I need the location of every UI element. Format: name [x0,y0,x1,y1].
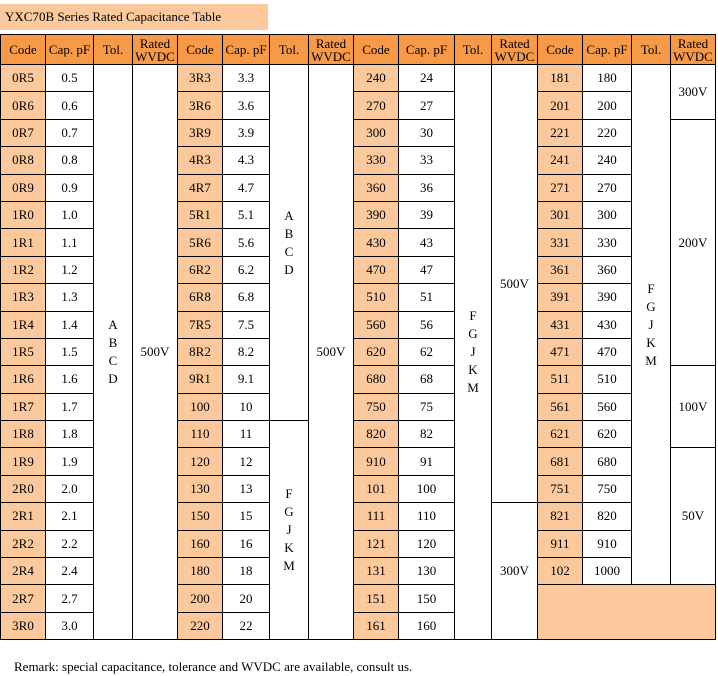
capacitance-cell: 1.7 [46,393,94,420]
code-cell: 750 [354,393,399,420]
code-cell: 390 [354,201,399,228]
code-cell: 2R7 [1,585,46,612]
code-cell: 681 [538,448,583,475]
code-cell: 360 [354,174,399,201]
capacitance-cell: 1.9 [46,448,94,475]
capacitance-cell: 560 [583,393,632,420]
code-cell: 0R7 [1,119,46,146]
capacitance-cell: 11 [223,421,270,448]
capacitance-cell: 62 [399,338,455,365]
table-title: YXC70B Series Rated Capacitance Table [0,4,268,30]
code-cell: 4R7 [178,174,223,201]
capacitance-cell: 3.0 [46,612,94,639]
code-cell: 181 [538,65,583,92]
code-cell: 430 [354,229,399,256]
capacitance-cell: 330 [583,229,632,256]
code-cell: 151 [354,585,399,612]
capacitance-cell: 130 [399,558,455,585]
capacitance-cell: 20 [223,585,270,612]
code-cell: 1R2 [1,256,46,283]
tolerance-cell: F G J K M [632,65,671,585]
code-cell: 3R6 [178,92,223,119]
capacitance-cell: 3.3 [223,65,270,92]
capacitance-cell: 2.7 [46,585,94,612]
code-cell: 201 [538,92,583,119]
capacitance-cell: 510 [583,366,632,393]
code-cell: 161 [354,612,399,639]
wvdc-cell: 500V [309,65,354,640]
code-cell: 621 [538,421,583,448]
code-cell: 361 [538,256,583,283]
wvdc-cell: 100V [671,366,716,448]
capacitance-cell: 91 [399,448,455,475]
capacitance-cell: 82 [399,421,455,448]
code-cell: 1R7 [1,393,46,420]
capacitance-cell: 1.8 [46,421,94,448]
code-cell: 131 [354,558,399,585]
capacitance-cell: 100 [399,475,455,502]
code-cell: 471 [538,338,583,365]
code-cell: 510 [354,284,399,311]
code-cell: 820 [354,421,399,448]
code-cell: 300 [354,119,399,146]
capacitance-cell: 27 [399,92,455,119]
capacitance-cell: 9.1 [223,366,270,393]
code-cell: 2R2 [1,530,46,557]
capacitance-cell: 0.5 [46,65,94,92]
wvdc-cell: 200V [671,119,716,366]
capacitance-cell: 2.1 [46,503,94,530]
capacitance-cell: 820 [583,503,632,530]
code-cell: 1R6 [1,366,46,393]
header-row [1,35,716,65]
header-code: Code [538,35,583,65]
header-cap: Cap. pF [399,35,455,65]
capacitance-cell: 4.3 [223,147,270,174]
code-cell: 1R9 [1,448,46,475]
capacitance-cell: 2.2 [46,530,94,557]
wvdc-cell: 50V [671,448,716,585]
capacitance-cell: 5.6 [223,229,270,256]
header-tol: Tol. [632,35,671,65]
capacitance-cell: 36 [399,174,455,201]
code-cell: 0R6 [1,92,46,119]
code-cell: 680 [354,366,399,393]
code-cell: 101 [354,475,399,502]
code-cell: 751 [538,475,583,502]
code-cell: 121 [354,530,399,557]
capacitance-cell: 390 [583,284,632,311]
capacitance-cell: 1.0 [46,201,94,228]
header-tol: Tol. [455,35,492,65]
code-cell: 431 [538,311,583,338]
capacitance-cell: 47 [399,256,455,283]
capacitance-table [0,34,716,640]
header-code: Code [178,35,223,65]
code-cell: 1R8 [1,421,46,448]
capacitance-cell: 200 [583,92,632,119]
capacitance-cell: 68 [399,366,455,393]
code-cell: 100 [178,393,223,420]
code-cell: 6R8 [178,284,223,311]
code-cell: 221 [538,119,583,146]
code-cell: 3R9 [178,119,223,146]
code-cell: 0R5 [1,65,46,92]
table-row [1,65,716,92]
header-tol: Tol. [270,35,309,65]
capacitance-cell: 160 [399,612,455,639]
code-cell: 2R0 [1,475,46,502]
code-cell: 2R1 [1,503,46,530]
code-cell: 391 [538,284,583,311]
capacitance-cell: 6.2 [223,256,270,283]
tolerance-cell: A B C D [270,65,309,421]
capacitance-cell: 24 [399,65,455,92]
code-cell: 0R9 [1,174,46,201]
capacitance-cell: 120 [399,530,455,557]
capacitance-cell: 0.9 [46,174,94,201]
code-cell: 1R5 [1,338,46,365]
code-cell: 330 [354,147,399,174]
capacitance-cell: 0.6 [46,92,94,119]
header-wvdc: Rated WVDC [133,35,178,65]
code-cell: 470 [354,256,399,283]
capacitance-cell: 3.6 [223,92,270,119]
capacitance-cell: 0.7 [46,119,94,146]
capacitance-cell: 33 [399,147,455,174]
code-cell: 8R2 [178,338,223,365]
wvdc-cell: 300V [671,65,716,120]
capacitance-cell: 12 [223,448,270,475]
capacitance-cell: 0.8 [46,147,94,174]
code-cell: 7R5 [178,311,223,338]
capacitance-cell: 220 [583,119,632,146]
header-code: Code [354,35,399,65]
capacitance-cell: 15 [223,503,270,530]
code-cell: 301 [538,201,583,228]
code-cell: 511 [538,366,583,393]
capacitance-cell: 5.1 [223,201,270,228]
code-cell: 130 [178,475,223,502]
code-cell: 620 [354,338,399,365]
capacitance-cell: 30 [399,119,455,146]
code-cell: 102 [538,558,583,585]
capacitance-cell: 16 [223,530,270,557]
code-cell: 1R0 [1,201,46,228]
empty-fill-cell [538,585,716,640]
code-cell: 271 [538,174,583,201]
code-cell: 2R4 [1,558,46,585]
code-cell: 4R3 [178,147,223,174]
code-cell: 240 [354,65,399,92]
capacitance-cell: 270 [583,174,632,201]
capacitance-cell: 2.0 [46,475,94,502]
capacitance-cell: 1.5 [46,338,94,365]
wvdc-cell: 500V [133,65,178,640]
code-cell: 911 [538,530,583,557]
wvdc-cell: 300V [492,503,538,640]
code-cell: 120 [178,448,223,475]
code-cell: 200 [178,585,223,612]
header-code: Code [1,35,46,65]
code-cell: 180 [178,558,223,585]
code-cell: 910 [354,448,399,475]
capacitance-cell: 360 [583,256,632,283]
table-body [1,65,716,640]
code-cell: 150 [178,503,223,530]
code-cell: 0R8 [1,147,46,174]
capacitance-cell: 10 [223,393,270,420]
code-cell: 3R0 [1,612,46,639]
capacitance-cell: 39 [399,201,455,228]
capacitance-cell: 8.2 [223,338,270,365]
header-cap: Cap. pF [223,35,270,65]
capacitance-cell: 300 [583,201,632,228]
code-cell: 9R1 [178,366,223,393]
header-cap: Cap. pF [46,35,94,65]
code-cell: 5R6 [178,229,223,256]
capacitance-cell: 56 [399,311,455,338]
capacitance-cell: 1.2 [46,256,94,283]
capacitance-cell: 7.5 [223,311,270,338]
capacitance-cell: 1.3 [46,284,94,311]
tolerance-cell: F G J K M [455,65,492,640]
capacitance-cell: 620 [583,421,632,448]
code-cell: 3R3 [178,65,223,92]
code-cell: 1R4 [1,311,46,338]
header-wvdc: Rated WVDC [492,35,538,65]
capacitance-cell: 51 [399,284,455,311]
capacitance-cell: 1.4 [46,311,94,338]
code-cell: 6R2 [178,256,223,283]
capacitance-cell: 75 [399,393,455,420]
wvdc-cell: 500V [492,65,538,503]
code-cell: 270 [354,92,399,119]
capacitance-cell: 240 [583,147,632,174]
capacitance-cell: 430 [583,311,632,338]
capacitance-cell: 910 [583,530,632,557]
capacitance-cell: 470 [583,338,632,365]
capacitance-cell: 1.1 [46,229,94,256]
header-wvdc: Rated WVDC [671,35,716,65]
capacitance-cell: 1000 [583,558,632,585]
capacitance-cell: 18 [223,558,270,585]
code-cell: 560 [354,311,399,338]
code-cell: 821 [538,503,583,530]
capacitance-cell: 6.8 [223,284,270,311]
capacitance-cell: 3.9 [223,119,270,146]
capacitance-cell: 750 [583,475,632,502]
capacitance-cell: 110 [399,503,455,530]
capacitance-cell: 22 [223,612,270,639]
capacitance-cell: 13 [223,475,270,502]
code-cell: 331 [538,229,583,256]
remark-text: Remark: special capacitance, tolerance and WVDC are available, consult us. [14,659,413,674]
capacitance-cell: 180 [583,65,632,92]
code-cell: 1R1 [1,229,46,256]
header-tol: Tol. [94,35,133,65]
capacitance-cell: 680 [583,448,632,475]
code-cell: 561 [538,393,583,420]
code-cell: 160 [178,530,223,557]
code-cell: 110 [178,421,223,448]
capacitance-cell: 4.7 [223,174,270,201]
capacitance-cell: 1.6 [46,366,94,393]
header-wvdc: Rated WVDC [309,35,354,65]
code-cell: 220 [178,612,223,639]
tolerance-cell: F G J K M [270,421,309,640]
code-cell: 111 [354,503,399,530]
header-cap: Cap. pF [583,35,632,65]
code-cell: 5R1 [178,201,223,228]
code-cell: 1R3 [1,284,46,311]
capacitance-cell: 2.4 [46,558,94,585]
code-cell: 241 [538,147,583,174]
tolerance-cell: A B C D [94,65,133,640]
capacitance-cell: 43 [399,229,455,256]
capacitance-cell: 150 [399,585,455,612]
